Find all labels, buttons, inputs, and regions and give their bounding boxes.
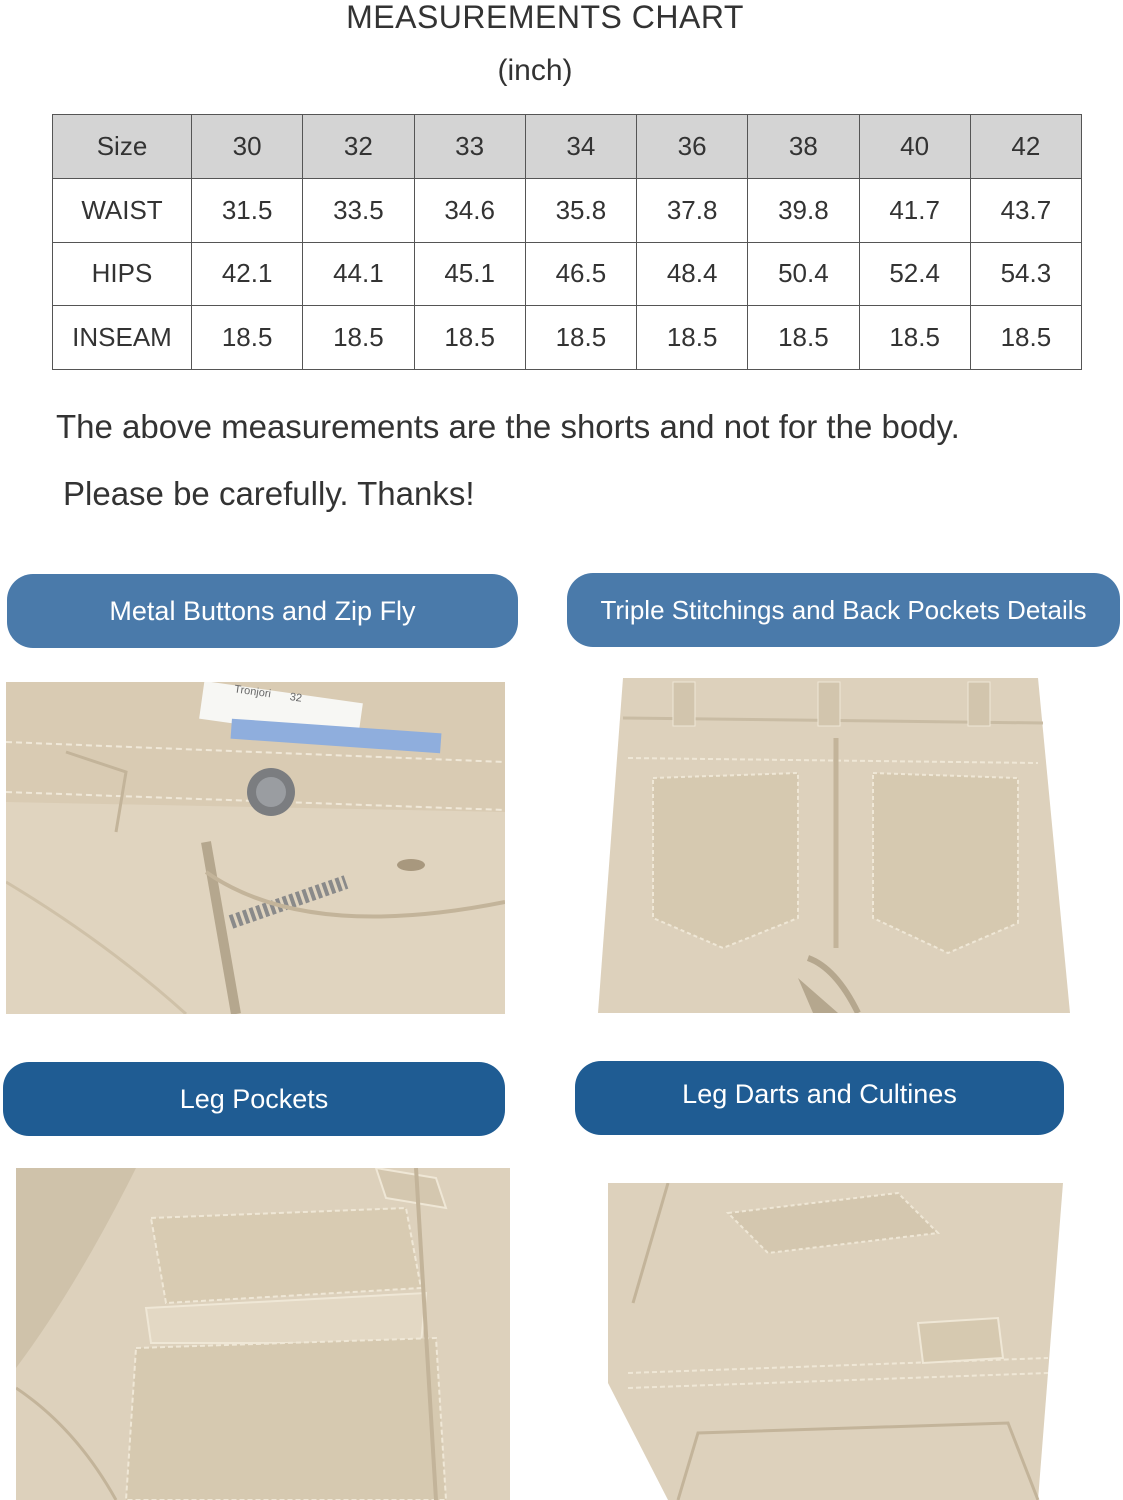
row-label: HIPS — [53, 242, 192, 306]
feature-label-leg-pockets: Leg Pockets — [3, 1062, 505, 1136]
photo-leg-pockets — [16, 1168, 510, 1500]
table-cell: 42.1 — [192, 242, 303, 306]
row-label: INSEAM — [53, 306, 192, 370]
feature-label-buttons-zip: Metal Buttons and Zip Fly — [7, 574, 518, 648]
table-cell: 39.8 — [748, 178, 859, 242]
row-label: WAIST — [53, 178, 192, 242]
size-cell: 33 — [414, 115, 525, 179]
table-cell: 18.5 — [303, 306, 414, 370]
table-cell: 37.8 — [637, 178, 748, 242]
feature-label-leg-darts: Leg Darts and Cultines — [575, 1061, 1064, 1135]
table-cell: 33.5 — [303, 178, 414, 242]
table-cell: 18.5 — [525, 306, 636, 370]
table-cell: 18.5 — [970, 306, 1081, 370]
table-row-hips — [53, 242, 1082, 306]
table-cell: 34.6 — [414, 178, 525, 242]
table-cell: 18.5 — [192, 306, 303, 370]
photo-back-pockets — [598, 678, 1070, 1013]
brand-tag-size: 32 — [288, 691, 303, 705]
size-cell: 42 — [970, 115, 1081, 179]
table-cell: 43.7 — [970, 178, 1081, 242]
table-cell: 46.5 — [525, 242, 636, 306]
table-cell: 41.7 — [859, 178, 970, 242]
size-cell: 38 — [748, 115, 859, 179]
table-cell: 18.5 — [859, 306, 970, 370]
photo-buttons-zip — [6, 682, 505, 1014]
table-row-inseam — [53, 306, 1082, 370]
brand-tag-name: Tronjori — [233, 683, 272, 701]
table-cell: 54.3 — [970, 242, 1081, 306]
table-cell: 45.1 — [414, 242, 525, 306]
size-cell: 34 — [525, 115, 636, 179]
table-header-row — [53, 115, 1082, 179]
table-cell: 18.5 — [637, 306, 748, 370]
care-note: Please be carefully. Thanks! — [63, 475, 475, 512]
size-cell: 36 — [637, 115, 748, 179]
table-cell: 48.4 — [637, 242, 748, 306]
size-cell: 32 — [303, 115, 414, 179]
size-cell: 40 — [859, 115, 970, 179]
table-cell: 44.1 — [303, 242, 414, 306]
size-header-cell: Size — [53, 115, 192, 179]
measurement-note: The above measurements are the shorts and not for the body. — [56, 408, 960, 445]
table-cell: 52.4 — [859, 242, 970, 306]
table-row-waist — [53, 178, 1082, 242]
feature-label-stitching-pockets: Triple Stitchings and Back Pockets Details — [567, 573, 1120, 647]
table-cell: 35.8 — [525, 178, 636, 242]
photo-leg-darts — [608, 1183, 1063, 1500]
unit-label: (inch) — [497, 54, 573, 87]
table-cell: 18.5 — [414, 306, 525, 370]
table-cell: 18.5 — [748, 306, 859, 370]
measurements-table — [52, 114, 1082, 370]
table-cell: 50.4 — [748, 242, 859, 306]
size-cell: 30 — [192, 115, 303, 179]
chart-title: MEASUREMENTS CHART — [346, 0, 744, 35]
table-cell: 31.5 — [192, 178, 303, 242]
